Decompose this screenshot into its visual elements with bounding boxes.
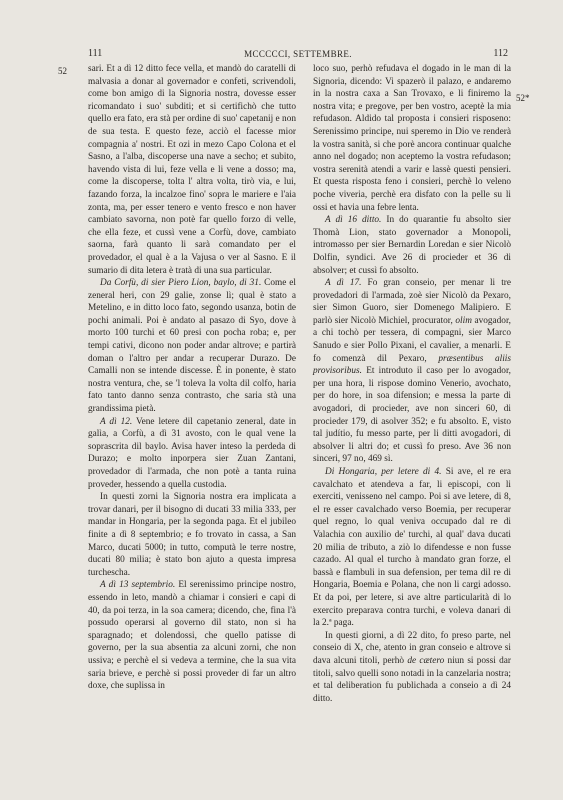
italic-heading: A dì 12.: [100, 416, 133, 427]
paragraph-text: niun si possi dar titoli, salvo quelli sono notadi in la canzelaria nostra; et tal deliberation fu publichada a conseio a dì 24 ditto.: [313, 655, 511, 704]
italic-heading: A dì 16 ditto.: [325, 215, 382, 226]
italic-heading: Di Hongaria, per letere di 4.: [325, 467, 442, 477]
paragraph: [313, 214, 511, 277]
paragraph: [313, 63, 511, 214]
paragraph: [88, 579, 296, 692]
paragraph-text: Come el zeneral heri, con 29 galie, zonse lì; qual è stato a Metelino, e in ditto loco fato, segondo usanza, botin de pochi animali. Poi è andato al pasazo di Syo, dove à morto 100 turchi et 60 presi con pocha roba; e, per tempi cativi, dicono non poder andar altrove; e partirà doman o l'altro per andar a recuperar Durazo. De Camalli non se intende discesse. È in ponente, è stato nostra ventura, che, se 'l toleva la volta dil colfo, haria fato tanto danno senza contrasto, che saria stà una grandissima pietà.: [88, 278, 296, 415]
paragraph-text: loco suo, perhò refudava el dogado in le man di la Signoria, dicendo: Vi spazerò il palazo, e andaremo in la nostra caxa a San Trovaxo, e li finiremo la nostra vita; e pregove, per ben vostro, aceptè la mia refudason. Aldido tal proposta i consieri risposeno: Serenissimo principe, nui speremo in Dio ve renderà la vostra sanità, si che porè ancora continuar qualche anno nel dogado; non aceptemo la vostra refudason; vostra serenità atendi a varir e lassè questi pensieri. Et questa risposta feno i consieri, perchè lo veleno poche viveria, perchè era disfato con la pelle su li ossi et havia una febre lenta.: [313, 64, 511, 213]
paragraph: [88, 277, 296, 416]
paragraph-text: In questi zorni la Signoria nostra era implicata a trovar danari, per il bisogno di ducati 33 milia 333, per mandar in Hongaria, per la segonda paga. Et el jubileo finite a dì 8 septembrio; e fo trovato in cassa, a San Marco, ducati 5000; in tutto, computà le terre nostre, ducati 80 milia; è stato bon ajuto a questa impresa turchescha.: [88, 492, 296, 578]
paragraph: [313, 630, 511, 706]
running-header: [88, 48, 508, 62]
italic-heading: olim: [455, 315, 472, 326]
paragraph-text: Si ave, el re era cavalchato et atendeva a far, li episcopi, con li exerciti, venisseno nel campo. Poi si ave letere, di 8, el re esser cavalchado verso Boemia, per recuperar quel regno, lo qual veniva occupado dal re di Valachia con auxilio de' turchi, al qual' dava ducati 20 milia de tributo, a ziò lo difendesse e non fusse cazado. Al qual el turcho à mandato gran forze, el bassà e flambuli in sua defension, per tema dil re di Hongaria, Boemia e Polana, che non li cargi adosso. Et da poi, per letere, si ave altre particularità di lo exercito preparava contra turchi, e voleva danari di la 2.ª paga.: [313, 467, 511, 629]
paragraph-text: Vene letere dil capetanio zeneral, date in galìa, a Corfù, a dì 31 avosto, con le qual vene la soprascrita dil baylo. Avisa haver inteso la perdeda di Durazo; e molto inporpera sier Zuan Zantani, provedador di l'armada, che non potè a tanta ruina proveder, hessendo a quella custodia.: [88, 416, 296, 490]
margin-note-left: 52: [58, 66, 67, 76]
italic-heading: A dì 17.: [325, 278, 362, 289]
italic-heading: præsentibus aliis provisoribus.: [313, 353, 512, 377]
italic-heading: A dì 13 septembrio.: [100, 580, 176, 591]
paragraph: [88, 63, 296, 277]
running-title: MCCCCCI, SETTEMBRE.: [244, 49, 352, 59]
paragraph: [313, 466, 511, 630]
left-text-column: [88, 63, 296, 693]
paragraph-text: Et introduto il caso per lo avogador, per una hora, li rispose domino Venerio, avochato, per do hore, in soa difension; e messa la parte di avogadori, di procieder, ave non sinceri 60, di procieder 179, di asolver 352; e fu absolto. E, visto tal judítio, fu messo parte, per li ditti avogadori, di absolver li altri do; et cussì fo preso. Ave 36 non sinceri, 97 no, 469 sì.: [313, 366, 511, 465]
italic-heading: Da Corfù, di sier Piero Lion, baylo, di 31.: [100, 278, 262, 289]
margin-note-right: 52*: [516, 93, 530, 103]
paragraph-text: In questi giorni, a dì 22 dito, fo preso parte, nel conseio di X, che, atento in gran conseio e altrove si dava alcuni titoli, perhò: [313, 630, 511, 666]
paragraph-text: In do quarantie fu absolto sier Thomà Lion, stato governador a Monopoli, introməsso per sier Bernardin Loredan e sier Nicolò Dolfin, syndici. Ave 26 di procieder et 36 di absolver; et cussì fo absolto.: [313, 215, 511, 276]
paragraph: [88, 491, 296, 579]
paragraph-text: El serenissimo principe nostro, essendo in leto, mandò a chiamar i consieri e capi di 40, da poi terza, in la soa camera; dicendo, che, fina l'à possudo operarsi al governo dil stato, non si ha sparagnado; et dolendossi, che quello patisse di governo, per la sua absentia za alcuni zorni, che non ussiva; e perchè el si vedeva a termine, che la sua vita saria brieve, e perchè si possi proveder di far un altro doxe, che suplissa in: [88, 580, 297, 692]
right-text-column: [313, 63, 511, 705]
italic-heading: de cætero: [407, 655, 445, 666]
paragraph-text: Fo gran conseio, per menar li tre provedadori di l'armada, zoè sier Nicolò da Pexaro, sier Simon Guoro, sier Domenego Malipiero. E parlò sier Nicolò Michiel, procurator,: [313, 278, 512, 326]
right-page-number: 112: [493, 48, 508, 59]
left-page-number: 111: [88, 48, 103, 59]
paragraph-text: sari. Et a dì 12 ditto fece vella, et mandò do caratelli di malvasia a donar al governador e confeti, scrivendoli, come bon amigo di la Signoria nostra, dovesse esser ricomandato i suo' subditi; et si certifichò che tutto quello era fato, era stà per ordine di suo' capetanij e non de sua testa. E questo feze, acciò el facesse mior compagnia a' nostri. Et ozi in mezo Capo Colona et el Sasno, a l'alba, discoperse una nave a secho; et subito, havendo vista di lui, feze vella e li vene a dosso; ma, come la discoperse, tolta l' altra volta, tirò via, e lui, fazando forza, la incalzoe fino' sopra le mariere e l'aia zonta, ma, per esser tenero e vento fresco e non haver cambiato savorna, non potè far quello forzo di velle, che ella feze, et cussì vene a Corfù, dove, cambiato saorna, farà quanto li sarà comandato per el provedador, el qual è a la Vajusa o ver al Sasno. E il sumario di dita letera è tratà di una sua particular.: [88, 64, 296, 276]
paragraph: [313, 277, 511, 466]
paragraph-text: avogador, a chi tochò per tessera, di compagni, sier Marco Sanudo e sier Pollo Pixani, el cavalier, a menarli. E fo comenzà dil Pexaro,: [313, 315, 511, 364]
paragraph: [88, 416, 296, 492]
